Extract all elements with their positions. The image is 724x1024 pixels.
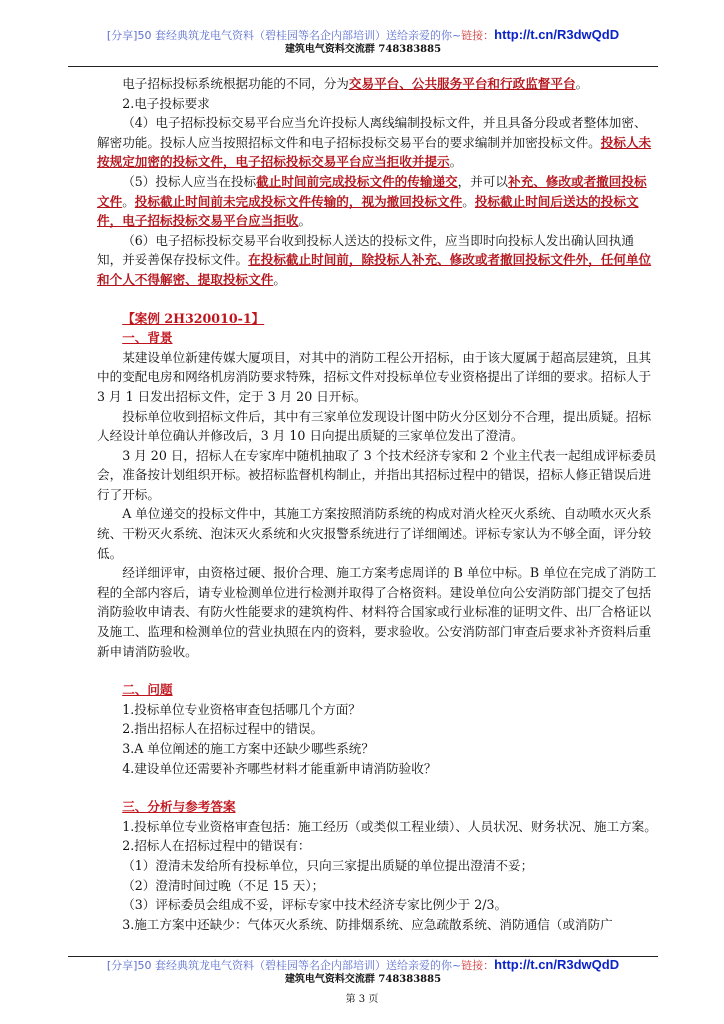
answer-subitem: （1）澄清未发给所有投标单位，只向三家提出质疑的单位提出澄清不妥； — [122, 857, 534, 873]
answer-item: 2.招标人在招标过程中的错误有： — [122, 838, 311, 854]
paragraph: 电子招标投标系统根据功能的不同，分为交易平台、公共服务平台和行政监督平台。 — [122, 76, 589, 91]
page-footer — [68, 958, 658, 986]
highlight-text: 交易平台、公共服务平台和行政监督平台 — [348, 76, 576, 91]
answer-item: 1.投标单位专业资格审查包括：施工经历（或类似工程业绩）、人员状况、财务状况、施工方案。 — [122, 818, 657, 834]
highlight-text: 投标截止时间后送达的投标文件，电子招标投标交易平台应当拒收 — [97, 193, 639, 229]
footer-url-link[interactable]: http://t.cn/R3dwQdD — [494, 957, 620, 972]
highlight-text: 投标人未按规定加密的投标文件，电子招标投标交易平台应当拒收并提示 — [97, 134, 652, 170]
header-group: 建筑电气资料交流群 748383885 — [284, 44, 442, 55]
footer-share-text: [分享]50 套经典筑龙电气资料（碧桂园等名企内部培训）送给亲爱的你~ — [106, 959, 462, 972]
section-heading-background: 一、背景 — [122, 330, 173, 346]
question-item: 2.指出招标人在招标过程中的错误。 — [122, 721, 324, 737]
header-link-label: 链接： — [461, 29, 495, 42]
paragraph: 经详细评审，由资格过硬、报价合理、施工方案考虑周详的 B 单位中标。B 单位在完成了消防工程的全部内容后，请专业检测单位进行检测并取得了合格资料。建设单位向公安消防部门提交了包括消防验收申请表、有防火性能要求的建筑构件、材料符合国家或行业标准的证明文件、出厂合格证以及施工、监理和检测单位的营业执照在内的资料，要求验收。公安消防部门审查后要求补齐资料后重新申请消防验收。 — [97, 565, 657, 659]
footer-group: 建筑电气资料交流群 748383885 — [284, 974, 442, 985]
question-item: 4.建设单位还需要补齐哪些材料才能重新申请消防验收？ — [122, 760, 437, 776]
case-title: 【案例 2H320010-1】 — [122, 310, 265, 326]
footer-share-line — [68, 958, 658, 973]
paragraph: 3 月 20 日，招标人在专家库中随机抽取了 3 个技术经济专家和 2 个业主代表一起组成评标委员会，准备按计划组织开标。被招标监督机构制止，并指出其招标过程中的错误，招标人修正错误后进行了开标。 — [97, 447, 657, 502]
page-header — [68, 28, 658, 56]
highlight-text: 投标截止时间前未完成投标文件传输的，视为撤回投标文件 — [134, 193, 463, 209]
footer-link-label: 链接： — [461, 959, 495, 972]
header-share-line — [68, 28, 658, 43]
answer-subitem: （2）澄清时间过晚（不足 15 天）； — [122, 877, 325, 893]
paragraph: （6）电子招标投标交易平台收到投标人送达的投标文件，应当即时向投标人发出确认回执通知，并妥善保存投标文件。在投标截止时间前，除投标人补充、修改或者撤回投标文件外，任何单位和个人不得解密、提取投标文件。 — [97, 232, 652, 287]
section-heading-questions: 二、问题 — [122, 682, 173, 698]
question-item: 3.A 单位阐述的施工方案中还缺少哪些系统？ — [122, 741, 374, 756]
header-share-text: [分享]50 套经典筑龙电气资料（碧桂园等名企内部培训）送给亲爱的你~ — [106, 29, 462, 42]
header-divider — [68, 66, 658, 67]
paragraph: （5）投标人应当在投标截止时间前完成投标文件的传输递交，并可以补充、修改或者撤回投标文件。投标截止时间前未完成投标文件传输的，视为撤回投标文件。投标截止时间后送达的投标文件，电子招标投标交易平台应当拒收。 — [97, 173, 647, 229]
highlight-text: 在投标截止时间前，除投标人补充、修改或者撤回投标文件外，任何单位和个人不得解密、提取投标文件 — [97, 252, 652, 287]
page-number: 第 3 页 — [345, 994, 379, 1005]
answer-subitem: （3）评标委员会组成不妥，评标专家中技术经济专家比例少于 2/3。 — [122, 897, 508, 913]
section-heading-answers: 三、分析与参考答案 — [122, 799, 236, 815]
subheading: 2.电子投标要求 — [122, 95, 210, 111]
question-item: 1.投标单位专业资格审查包括哪几个方面？ — [122, 701, 361, 717]
paragraph: 投标单位收到招标文件后，其中有三家单位发现设计图中防火分区划分不合理，提出质疑。招标人经设计单位确认并修改后，3 月 10 日向提出质疑的三家单位发出了澄清。 — [97, 408, 652, 444]
header-url-link[interactable]: http://t.cn/R3dwQdD — [494, 27, 620, 42]
highlight-text: 截止时间前完成投标文件的传输递交 — [256, 173, 458, 189]
paragraph: A 单位递交的投标文件中，其施工方案按照消防系统的构成对消火栓灭火系统、自动喷水灭火系统、干粉灭火系统、泡沫灭火系统和火灾报警系统进行了详细阐述。评标专家认为不够全面，评分较低。 — [97, 506, 652, 561]
paragraph: （4）电子招标投标交易平台应当允许投标人离线编制投标文件，并且具备分段或者整体加密、解密功能。投标人应当按照招标文件和电子招标投标交易平台的要求编制并加密投标文件。投标人未按规定加密的投标文件，电子招标投标交易平台应当拒收并提示。 — [97, 115, 652, 170]
paragraph: 某建设单位新建传媒大厦项目，对其中的消防工程公开招标，由于该大厦属于超高层建筑，且其中的变配电房和网络机房消防要求特殊，招标文件对投标单位专业资格提出了详细的要求。招标人于 3 月 1 日发出招标文件，定于 3 月 20 日开标。 — [97, 349, 652, 404]
highlight-text: 补充、修改或者撤回投标文件 — [97, 173, 647, 209]
answer-item: 3.施工方案中还缺少：气体灭火系统、防排烟系统、应急疏散系统、消防通信（或消防广 — [122, 916, 613, 932]
document-body — [97, 74, 657, 934]
